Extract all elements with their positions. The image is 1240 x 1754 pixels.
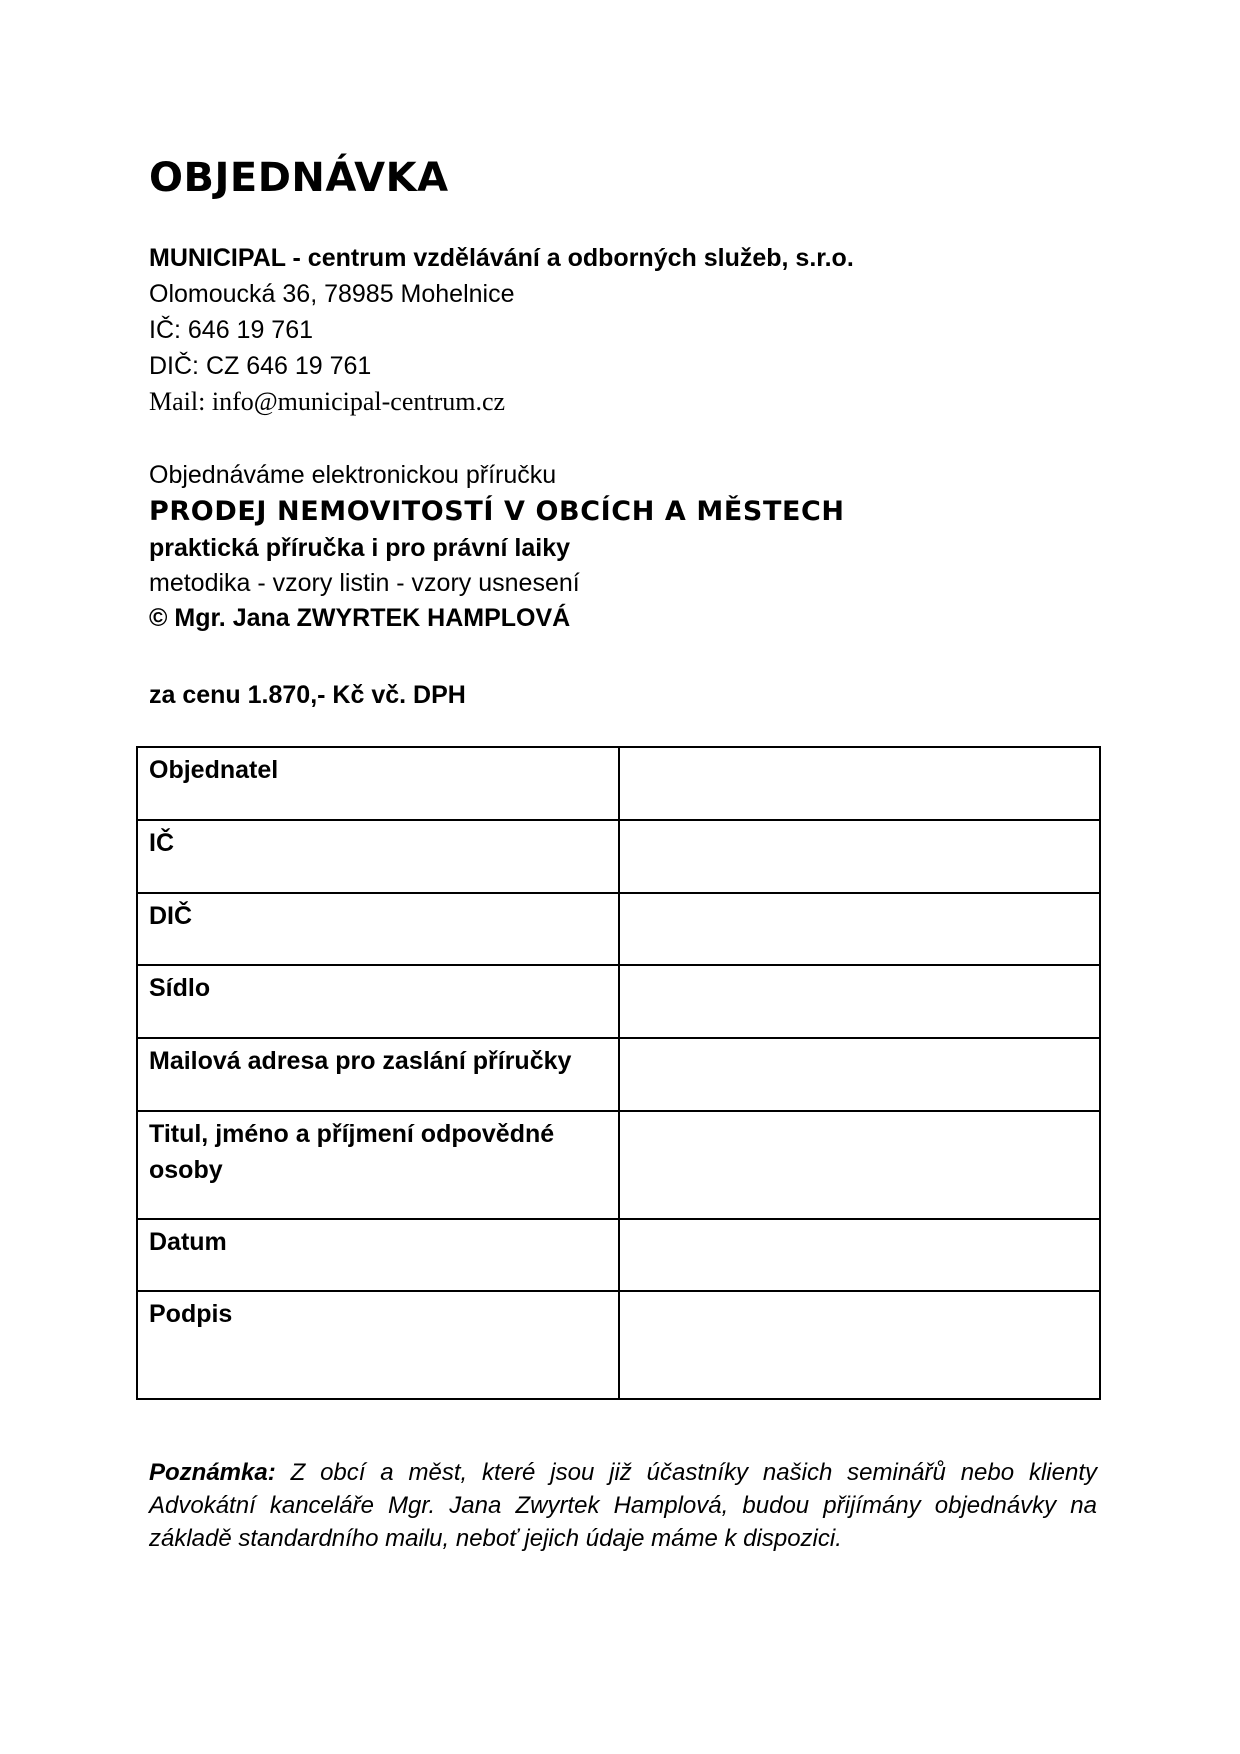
table-row	[137, 747, 1100, 820]
field-label-responsible-person: Titul, jméno a příjmení odpovědné osoby	[137, 1111, 619, 1219]
supplier-block	[149, 240, 854, 420]
supplier-mail-label: Mail:	[149, 387, 212, 416]
table-row	[137, 965, 1100, 1038]
supplier-ic: IČ: 646 19 761	[149, 316, 314, 344]
field-label-email: Mailová adresa pro zaslání příručky	[137, 1038, 619, 1111]
book-title: PRODEJ NEMOVITOSTÍ V OBCÍCH A MĚSTECH	[149, 496, 845, 527]
field-value-orderer[interactable]	[619, 747, 1100, 820]
field-label-date: Datum	[137, 1219, 619, 1291]
note-text: Z obcí a měst, které jsou již účastníky našich seminářů nebo klienty Advokátní kanceláře Mgr. Jana Zwyrtek Hamplová, budou přijímány objednávky na základě standardního mailu, neboť jejich údaje máme k dispozici.	[149, 1459, 1097, 1552]
supplier-mail-address: info@municipal-centrum.cz	[211, 387, 506, 416]
book-author: © Mgr. Jana ZWYRTEK HAMPLOVÁ	[149, 604, 571, 632]
table-row	[137, 1291, 1100, 1399]
field-label-signature: Podpis	[137, 1291, 619, 1399]
book-contents: metodika - vzory listin - vzory usnesení	[149, 569, 580, 597]
supplier-name-brand: MUNICIPAL	[149, 244, 286, 272]
supplier-mail	[149, 384, 854, 420]
table-row	[137, 820, 1100, 893]
document-title: OBJEDNÁVKA	[149, 155, 449, 201]
price-line: za cenu 1.870,- Kč vč. DPH	[149, 681, 466, 709]
field-label-orderer: Objednatel	[137, 747, 619, 820]
field-label-dic: DIČ	[137, 893, 619, 965]
order-description	[149, 458, 845, 636]
field-value-seat[interactable]	[619, 965, 1100, 1038]
table-row	[137, 893, 1100, 965]
order-intro: Objednáváme elektronickou příručku	[149, 461, 557, 489]
supplier-name	[149, 240, 854, 276]
field-value-date[interactable]	[619, 1219, 1100, 1291]
field-value-email[interactable]	[619, 1038, 1100, 1111]
field-value-signature[interactable]	[619, 1291, 1100, 1399]
supplier-dic: DIČ: CZ 646 19 761	[149, 352, 372, 380]
field-value-dic[interactable]	[619, 893, 1100, 965]
note-paragraph	[149, 1456, 1097, 1555]
supplier-address: Olomoucká 36, 78985 Mohelnice	[149, 280, 515, 308]
supplier-name-rest: - centrum vzdělávání a odborných služeb, s.r.o.	[285, 244, 854, 272]
orderer-details-table	[136, 746, 1101, 1400]
table-row	[137, 1219, 1100, 1291]
table-row	[137, 1038, 1100, 1111]
field-label-ic: IČ	[137, 820, 619, 893]
table-row	[137, 1111, 1100, 1219]
book-subtitle: praktická příručka i pro právní laiky	[149, 534, 571, 562]
field-value-responsible-person[interactable]	[619, 1111, 1100, 1219]
field-label-seat: Sídlo	[137, 965, 619, 1038]
field-value-ic[interactable]	[619, 820, 1100, 893]
note-label: Poznámka:	[149, 1459, 276, 1486]
